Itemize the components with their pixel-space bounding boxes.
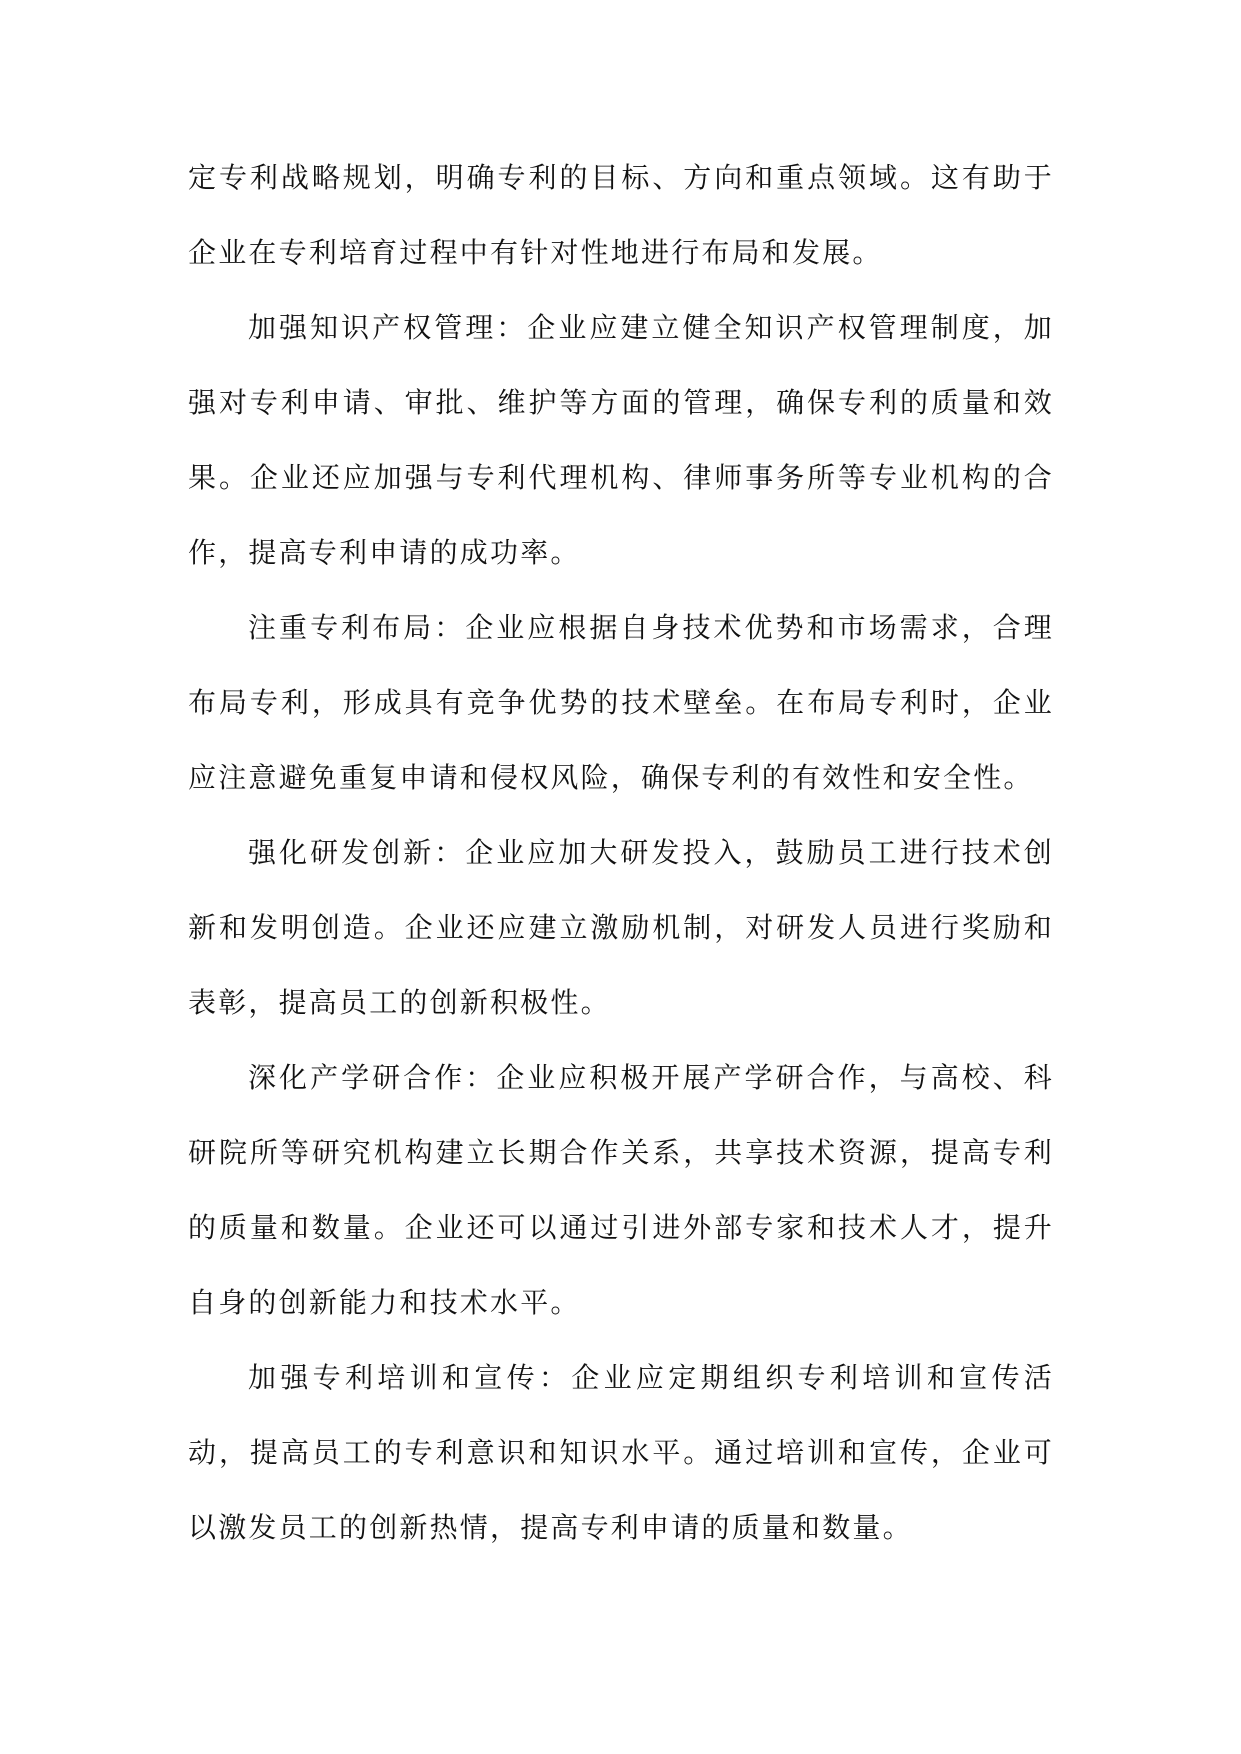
paragraph-rd-innovation: 强化研发创新：企业应加大研发投入，鼓励员工进行技术创新和发明创造。企业还应建立激励机制，对研发人员进行奖励和表彰，提高员工的创新积极性。 bbox=[188, 836, 1054, 1019]
paragraph-training-publicity: 加强专利培训和宣传：企业应定期组织专利培训和宣传活动，提高员工的专利意识和知识水平。通过培训和宣传，企业可以激发员工的创新热情，提高专利申请的质量和数量。 bbox=[188, 1361, 1054, 1544]
paragraph-ip-management: 加强知识产权管理：企业应建立健全知识产权管理制度，加强对专利申请、审批、维护等方面的管理，确保专利的质量和效果。企业还应加强与专利代理机构、律师事务所等专业机构的合作，提高专利申请的成功率。 bbox=[188, 311, 1054, 569]
paragraph-industry-cooperation: 深化产学研合作：企业应积极开展产学研合作，与高校、科研院所等研究机构建立长期合作关系，共享技术资源，提高专利的质量和数量。企业还可以通过引进外部专家和技术人才，提升自身的创新能力和技术水平。 bbox=[188, 1061, 1054, 1319]
paragraph-patent-layout: 注重专利布局：企业应根据自身技术优势和市场需求，合理布局专利，形成具有竞争优势的技术壁垒。在布局专利时，企业应注意避免重复申请和侵权风险，确保专利的有效性和安全性。 bbox=[188, 611, 1054, 794]
document-body bbox=[188, 140, 1054, 1565]
paragraph-continued: 定专利战略规划，明确专利的目标、方向和重点领域。这有助于企业在专利培育过程中有针对性地进行布局和发展。 bbox=[188, 161, 1054, 269]
